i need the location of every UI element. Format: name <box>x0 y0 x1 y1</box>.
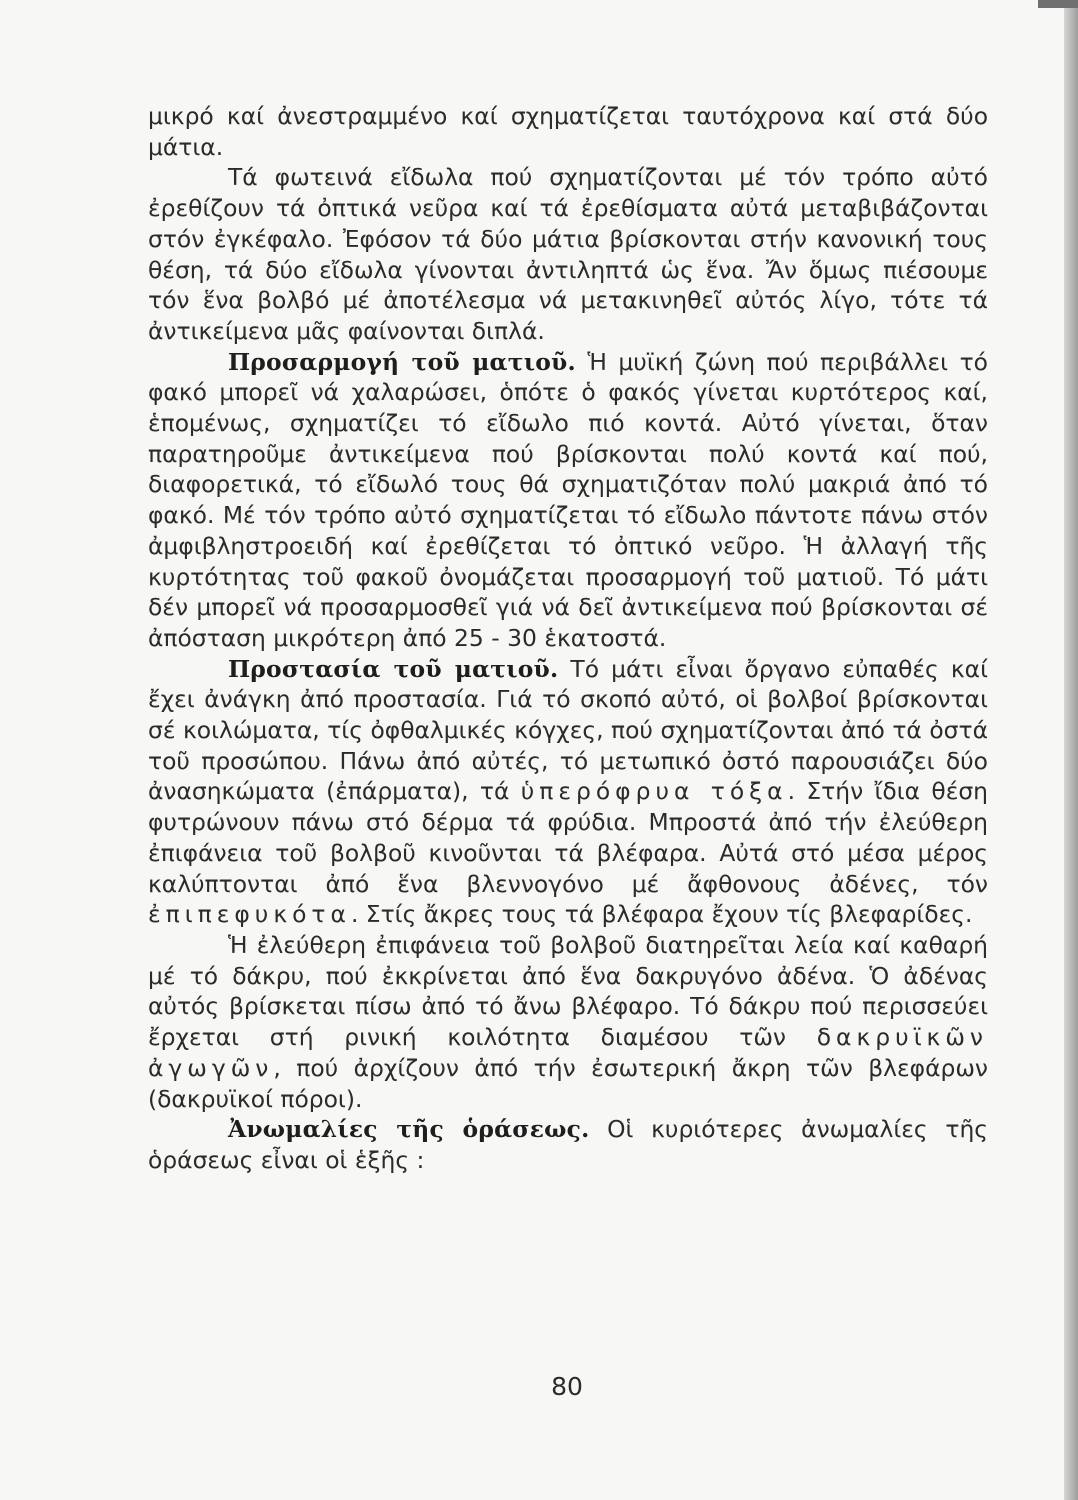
page-edge-shadow <box>1064 0 1078 1500</box>
page-number: 80 <box>551 1372 583 1401</box>
paragraph-anomalies <box>148 1114 988 1175</box>
paragraph-text: , πού ἀρχίζουν ἀπό τήν ἐσωτερική ἄκρη τῶν βλεφάρων (δακρυϊκοί πόροι). <box>148 1053 988 1113</box>
scan-corner-mark <box>1038 0 1078 8</box>
paragraph-text: . Στίς ἄκρες τους τά βλέφαρα ἔχουν τίς βλεφαρίδες. <box>350 900 973 929</box>
paragraph-text: μικρό καί ἀνεστραμμένο καί σχηματίζεται ταυτόχρονα καί στά δύο μάτια. <box>148 102 988 161</box>
paragraph-tears <box>148 930 988 1114</box>
paragraph-text: . Στήν ἴδια θέση φυτρώνουν πάνω στό δέρμα τά φρύδια. Μπροστά ἀπό τήν ἐλεύθερη ἐπιφάνεια τοῦ βολβοῦ κινοῦνται τά βλέφαρα. Αὐτά στό μέσα μέρος καλύπτονται ἀπό ἕνα βλεννογόνο μέ ἄφθονους ἀδένες, τόν <box>148 777 988 898</box>
section-heading: Προστασία τοῦ ματιοῦ. <box>228 654 559 683</box>
paragraph-text: Τά φωτεινά εἴδωλα πού σχηματίζονται μέ τόν τρόπο αὐτό ἐρεθίζουν τά ὀπτικά νεῦρα καί τά ἐρεθίσματα αὐτά μεταβιβάζονται στόν ἐγκέφαλο. Ἐφόσον τά δύο μάτια βρίσκονται στήν κανονική τους θέση, τά δύο εἴδωλα γίνονται ἀντιληπτά ὡς ἕνα. Ἄν ὅμως πιέσουμε τόν ἕνα βολβό μέ ἀποτέλεσμα νά μετακινηθεῖ αὐτός λίγο, τότε τά ἀντικείμενα μᾶς φαίνονται διπλά. <box>148 163 988 345</box>
paragraph-text: Ἡ ἐλεύθερη ἐπιφάνεια τοῦ βολβοῦ διατηρεῖται λεία καί καθαρή μέ τό δάκρυ, πού ἐκκρίνεται ἀπό ἕνα δακρυγόνο ἀδένα. Ὁ ἀδένας αὐτός βρίσκεται πίσω ἀπό τό ἄνω βλέφαρο. Τό δάκρυ πού περισσεύει ἔρχεται στή ρινική κοιλότητα διαμέσου τῶν <box>148 930 988 1052</box>
paragraph-images <box>148 162 988 346</box>
paragraph-text: Ἡ μυϊκή ζώνη πού περιβάλλει τό φακό μπορεῖ νά χαλαρώσει, ὁπότε ὁ φακός γίνεται κυρτότερος καί, ἑπομένως, σχηματίζει τό εἴδωλο πιό κοντά. Αὐτό γίνεται, ὅταν παρατηροῦμε ἀντικείμενα πού βρίσκονται πολύ κοντά καί πού, διαφορετικά, τό εἴδωλό τους θά σχηματιζόταν πολύ μακριά ἀπό τό φακό. Μέ τόν τρόπο αὐτό σχηματίζεται τό εἴδωλο πάντοτε πάνω στόν ἀμφιβληστροειδή καί ἐρεθίζεται τό ὀπτικό νεῦρο. Ἡ ἀλλαγή τῆς κυρτότητας τοῦ φακοῦ ὀνομάζεται προσαρμογή τοῦ ματιοῦ. Τό μάτι δέν μπορεῖ νά προσαρμοσθεῖ γιά νά δεῖ ἀντικείμενα πού βρίσκονται σέ ἀπόσταση μικρότερη ἀπό 25 - 30 ἑκατοστά. <box>148 347 988 652</box>
term-spaced: ἐπιπεφυκότα <box>148 900 351 929</box>
section-heading: Προσαρμογή τοῦ ματιοῦ. <box>228 347 576 376</box>
paragraph-accommodation <box>148 347 988 654</box>
paragraph-protection <box>148 654 988 930</box>
term-spaced: ὑπερόφρυα τόξα <box>520 777 788 806</box>
body-text <box>148 101 988 1176</box>
paragraph-text: Τό μάτι εἶναι ὄργανο εὐπαθές καί ἔχει ἀνάγκη ἀπό προστασία. Γιά τό σκοπό αὐτό, οἱ βολβοί βρίσκονται σέ κοιλώματα, τίς ὀφθαλμικές κόγχες, πού σχηματίζονται ἀπό τά ὀστά τοῦ προσώπου. Πάνω ἀπό αὐτές, τό μετωπικό ὀστό παρουσιάζει δύο ἀνασηκώματα (ἐπάρματα), τά <box>148 654 988 806</box>
paragraph-text: Οἱ κυριότερες ἀνωμαλίες τῆς ὁράσεως εἶναι οἱ ἑξῆς : <box>148 1115 988 1174</box>
term-spaced: δακρυϊκῶν ἀγωγῶν <box>148 1023 988 1082</box>
section-heading: Ἀνωμαλίες τῆς ὁράσεως. <box>228 1115 590 1144</box>
paragraph-continuation <box>148 101 988 162</box>
